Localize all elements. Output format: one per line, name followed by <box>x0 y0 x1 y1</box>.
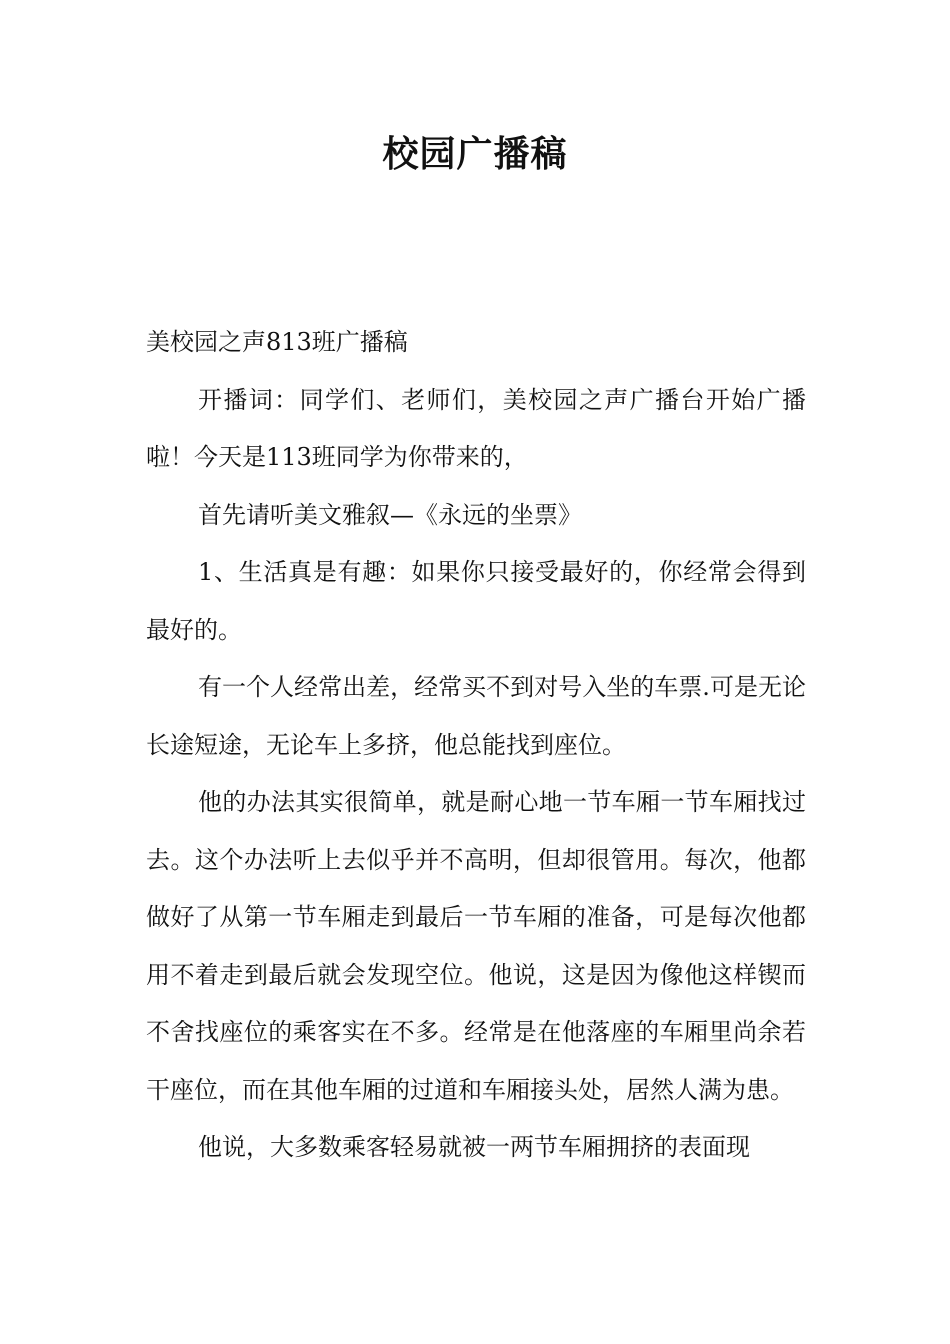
document-title: 校园广播稿 <box>382 133 568 175</box>
paragraph-story-2: 有一个人经常出差，经常买不到对号入坐的车票.可是无论长途短途，无论车上多挤，他总能找到座位。 <box>146 673 806 759</box>
paragraph-story-4: 他说，大多数乘客轻易就被一两节车厢拥挤的表面现 <box>198 1133 750 1161</box>
paragraph-program-heading: 美校园之声813班广播稿 <box>146 328 408 356</box>
paragraph-opening-words: 开播词：同学们、老师们，美校园之声广播台开始广播啦！今天是113班同学为你带来的， <box>146 385 806 471</box>
paragraph-section-intro: 首先请听美文雅叙—《永远的坐票》 <box>198 500 582 529</box>
document-body <box>146 314 806 1177</box>
paragraph-story-1: 1、生活真是有趣：如果你只接受最好的，你经常会得到最好的。 <box>146 558 806 644</box>
paragraph-story-3: 他的办法其实很简单，就是耐心地一节车厢一节车厢找过去。这个办法听上去似乎并不高明，但却很管用。每次，他都做好了从第一节车厢走到最后一节车厢的准备，可是每次他都用不着走到最后就会发现空位。他说，这是因为像他这样锲而不舍找座位的乘客实在不多。经常是在他落座的车厢里尚余若干座位，而在其他车厢的过道和车厢接头处，居然人满为患。 <box>146 788 806 1104</box>
